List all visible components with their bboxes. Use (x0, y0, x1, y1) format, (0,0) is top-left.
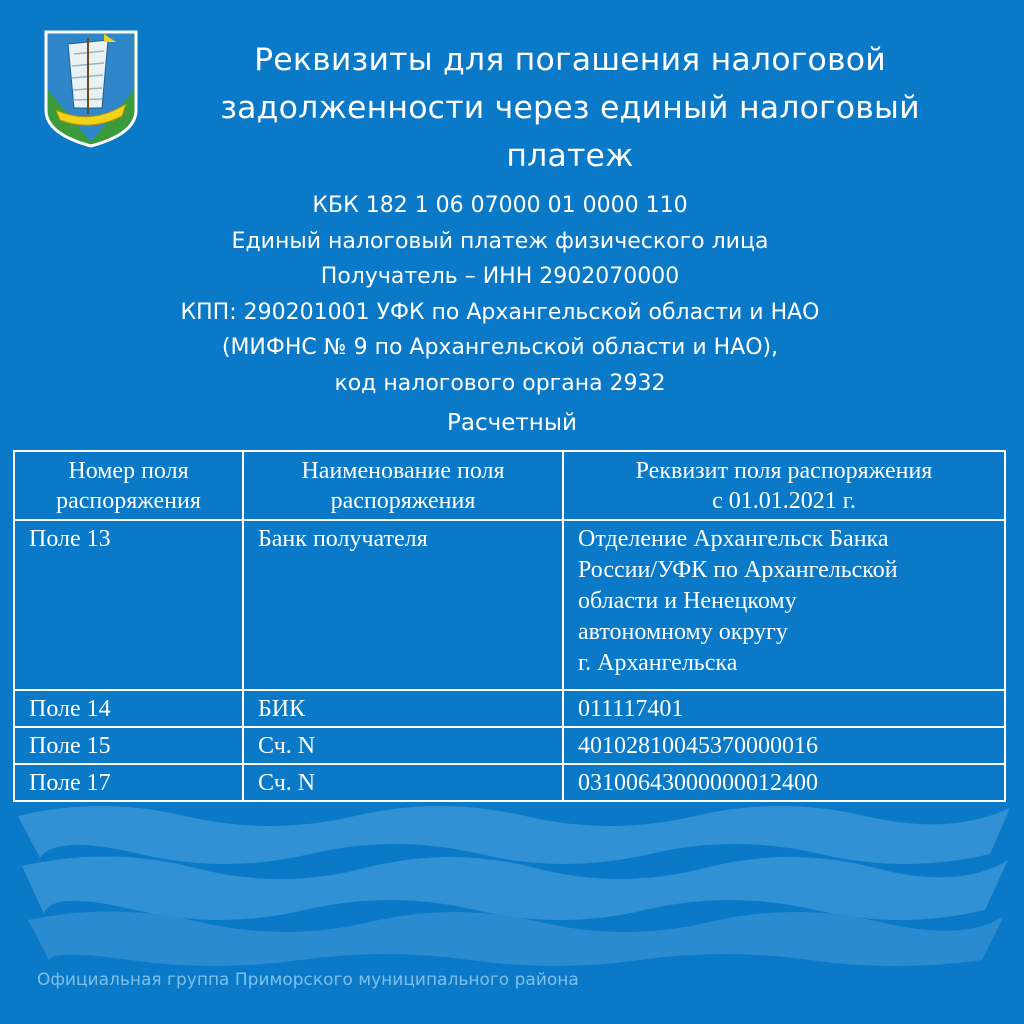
header-field-number-line-2: распоряжения (56, 488, 201, 514)
kbk-line: КБК 182 1 06 07000 01 0000 110 (312, 193, 688, 218)
table-caption: Расчетный (447, 410, 577, 436)
bank-name-line: Отделение Архангельск Банка (578, 526, 889, 552)
header-field-name-line-2: распоряжения (330, 488, 476, 514)
requisites-table (13, 450, 1006, 802)
payment-type-line: Единый налоговый платеж физического лица (231, 228, 769, 254)
header-field-name-line-1: Наименование поля (301, 458, 505, 484)
bank-name-line: области и Ненецкому (578, 588, 797, 614)
header-field-number-line-1: Номер поля (68, 458, 189, 484)
bank-name-line: автономному округу (578, 619, 788, 645)
field-name-cell: Сч. N (243, 764, 563, 801)
decorative-waves (0, 790, 1024, 970)
footer-text: Официальная группа Приморского муниципального района (37, 970, 579, 990)
table-row (14, 727, 1005, 764)
field-number-cell: Поле 14 (14, 690, 243, 727)
tax-office-line: (МИФНС № 9 по Архангельской области и НАО), (221, 335, 779, 360)
table-row (14, 520, 1005, 690)
title-line-3: платеж (506, 138, 634, 174)
header-field-value-line-1: Реквизит поля распоряжения (635, 458, 933, 484)
header-field-value (563, 451, 1005, 520)
field-name-cell: Сч. N (243, 727, 563, 764)
table-row (14, 690, 1005, 727)
field-value-cell: 03100643000000012400 (563, 764, 1005, 801)
title-line-1: Реквизиты для погашения налоговой (254, 42, 886, 78)
field-number-cell: Поле 17 (14, 764, 243, 801)
kpp-line: КПП: 290201001 УФК по Архангельской области и НАО (180, 299, 820, 325)
field-value-cell: 011117401 (563, 690, 1005, 727)
bank-name-line: г. Архангельска (578, 650, 738, 676)
table-header-row (14, 451, 1005, 520)
field-value-cell: 40102810045370000016 (563, 727, 1005, 764)
title-line-2: задолженности через единый налоговый (220, 90, 920, 126)
coat-of-arms-ship-icon (44, 30, 138, 148)
header-field-number (14, 451, 243, 520)
recipient-inn-line: Получатель – ИНН 2902070000 (320, 264, 680, 289)
header-field-value-line-2: с 01.01.2021 г. (712, 488, 856, 514)
header-field-name (243, 451, 563, 520)
bank-name-line: России/УФК по Архангельской (578, 557, 898, 583)
field-value-cell (563, 520, 1005, 690)
field-number-cell: Поле 13 (14, 520, 243, 690)
field-number-cell: Поле 15 (14, 727, 243, 764)
tax-office-code-line: код налогового органа 2932 (334, 370, 666, 396)
field-name-cell: Банк получателя (243, 520, 563, 690)
field-name-cell: БИК (243, 690, 563, 727)
page-title (170, 36, 970, 180)
payment-details (100, 188, 900, 401)
